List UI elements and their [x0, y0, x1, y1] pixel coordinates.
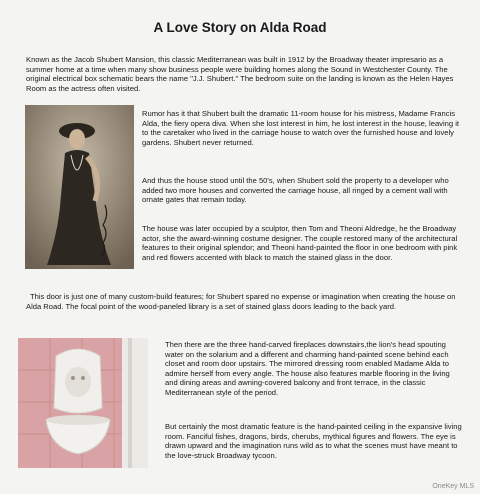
page-title: A Love Story on Alda Road	[153, 20, 327, 35]
fireplaces-paragraph: Then there are the three hand-carved fireplaces downstairs,the lion's head spouting water on the solarium and a different and charming hand-painted scene behind each closet and room door upstairs. The mirrored dressing room enabled Madame Alda to admire herself from every angle. The house also features marble flooring in the living and dining areas and awning-covered balcony and front terrace, in the classic Mediterranean style of the period.	[165, 340, 450, 397]
sculptor-paragraph: The house was later occupied by a sculptor, then Tom and Theoni Aldredge, he the Broadway actor, she the award-winning costume designer. The couple restored many of the architectural features to their original splendor; and Theoni hand-painted the floor in one bedroom with pink and red flowers accented with black to match the stained glass in the door.	[142, 224, 458, 262]
ceiling-paragraph: But certainly the most dramatic feature is the hand-painted ceiling in the expansive living room. Fanciful fishes, dragons, birds, cherubs, mythical figures and flowers. The eye is drawn upward and the imagination runs wild as to what the scenes must have meant to the love-struck Broadway tycoon.	[165, 422, 462, 460]
door-paragraph: This door is just one of many custom-build features; for Shubert spared no expense or imagination when creating the house on Alda Road. The focal point of the wood-paneled library is a set of stained glass doors leading to the back yard.	[26, 292, 456, 311]
rumor-paragraph: Rumor has it that Shubert built the dramatic 11-room house for his mistress, Madame Francis Alda, the fiery opera diva. When she lost interest in him, he lost interest in the house, leaving it to the caretaker who lived in the carriage house to watch over the furnished house and lovely gardens. Shubert never returned.	[142, 109, 459, 147]
portrait-photo	[25, 105, 134, 269]
fifties-paragraph: And thus the house stood until the 50's, when Shubert sold the property to a developer who added two more houses and converted the carriage house, all ringed by a cement wall with ornate gates that remain today.	[142, 176, 449, 205]
watermark: OneKey MLS	[432, 483, 474, 490]
fountain-photo	[18, 338, 148, 468]
intro-paragraph: Known as the Jacob Shubert Mansion, this classic Mediterranean was built in 1912 by the Broadway theater impresario as a summer home at a time when many show business people were building homes along the Sound in Westchester County. The original electrical box schematic bears the name "J.J. Shubert." The bedroom suite on the landing is known as the Helen Hayes Room as the actress often visited.	[26, 55, 454, 93]
